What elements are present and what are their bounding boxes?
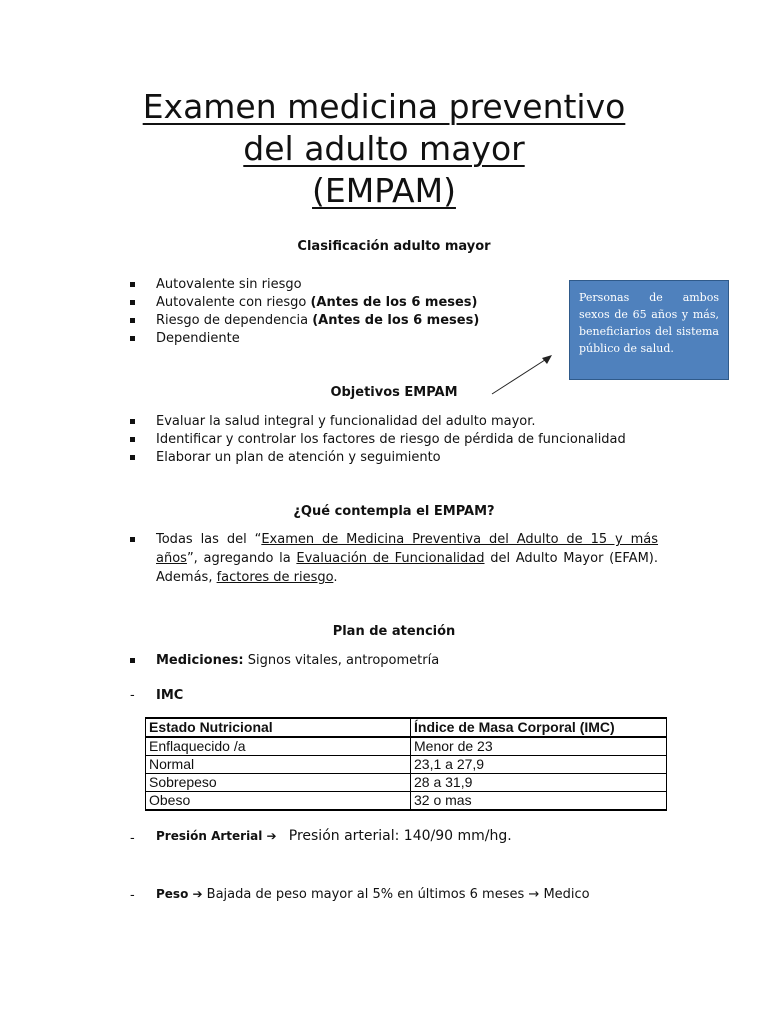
imc-table bbox=[145, 717, 667, 811]
presion-line bbox=[156, 828, 512, 844]
bullet-icon bbox=[130, 537, 135, 542]
imc-label: IMC bbox=[156, 688, 184, 703]
list-item: Autovalente sin riesgo bbox=[130, 276, 479, 294]
table-cell: Sobrepeso bbox=[146, 774, 411, 792]
list-item: Identificar y controlar los factores de riesgo de pérdida de funcionalidad bbox=[130, 431, 626, 449]
list-item: Riesgo de dependencia (Antes de los 6 meses) bbox=[130, 312, 479, 330]
peso-result: Medico bbox=[543, 887, 590, 902]
dash-marker: - bbox=[130, 888, 135, 903]
arrow-icon: → bbox=[528, 887, 540, 902]
table-header-row bbox=[146, 718, 667, 737]
callout-box: Personas de ambos sexos de 65 años y más, beneficiarios del sistema público de salud. bbox=[569, 280, 729, 380]
plan-heading: Plan de atención bbox=[332, 624, 456, 639]
table-cell: Enflaquecido /a bbox=[146, 737, 411, 756]
arrow-icon: ➔ bbox=[192, 887, 203, 901]
title-line-1: Examen medicina preventivo bbox=[142, 87, 626, 126]
table-cell: 23,1 a 27,9 bbox=[411, 756, 667, 774]
title-line-3: (EMPAM) bbox=[312, 171, 456, 210]
list-item: Dependiente bbox=[130, 330, 479, 348]
link-evaluacion-funcionalidad[interactable]: Evaluación de Funcionalidad bbox=[296, 551, 485, 566]
table-row bbox=[146, 774, 667, 792]
objetivos-heading: Objetivos EMPAM bbox=[330, 385, 458, 400]
title-line-2: del adulto mayor bbox=[243, 129, 525, 168]
objetivos-list bbox=[130, 413, 626, 467]
peso-line bbox=[156, 887, 590, 902]
peso-text: Bajada de peso mayor al 5% en últimos 6 meses bbox=[206, 887, 525, 902]
table-cell: Normal bbox=[146, 756, 411, 774]
plan-list bbox=[130, 652, 439, 670]
contempla-paragraph: Todas las del “Examen de Medicina Preventiva del Adulto de 15 y más años”, agregando la Evaluación de Funcionalidad del Adulto Mayor (EFAM). Además, factores de riesgo. bbox=[156, 530, 658, 587]
presion-text: Presión arterial: 140/90 mm/hg. bbox=[288, 828, 512, 844]
table-header: Estado Nutricional bbox=[146, 718, 411, 737]
document-title bbox=[0, 86, 768, 212]
table-row bbox=[146, 737, 667, 756]
list-item: Elaborar un plan de atención y seguimiento bbox=[130, 449, 626, 467]
table-cell: Obeso bbox=[146, 792, 411, 811]
table-row bbox=[146, 792, 667, 811]
table-cell: 28 a 31,9 bbox=[411, 774, 667, 792]
list-item: Autovalente con riesgo (Antes de los 6 meses) bbox=[130, 294, 479, 312]
dash-marker: - bbox=[130, 688, 135, 703]
dash-marker: - bbox=[130, 831, 135, 846]
link-examen-medicina[interactable]: Examen de Medicina Preventiva del Adulto de 15 y más años bbox=[156, 532, 659, 566]
peso-label: Peso bbox=[156, 887, 189, 901]
arrow-icon: ➔ bbox=[266, 829, 277, 843]
clasificacion-heading: Clasificación adulto mayor bbox=[297, 239, 491, 254]
table-cell: 32 o mas bbox=[411, 792, 667, 811]
table-header: Índice de Masa Corporal (IMC) bbox=[411, 718, 667, 737]
table-row bbox=[146, 756, 667, 774]
list-item: Mediciones: Signos vitales, antropometría bbox=[130, 652, 439, 670]
list-item: Evaluar la salud integral y funcionalidad del adulto mayor. bbox=[130, 413, 626, 431]
clasificacion-list bbox=[130, 276, 479, 348]
contempla-heading: ¿Qué contempla el EMPAM? bbox=[293, 504, 495, 519]
table-cell: Menor de 23 bbox=[411, 737, 667, 756]
link-factores-riesgo[interactable]: factores de riesgo bbox=[216, 570, 334, 585]
presion-label: Presión Arterial bbox=[156, 829, 263, 843]
